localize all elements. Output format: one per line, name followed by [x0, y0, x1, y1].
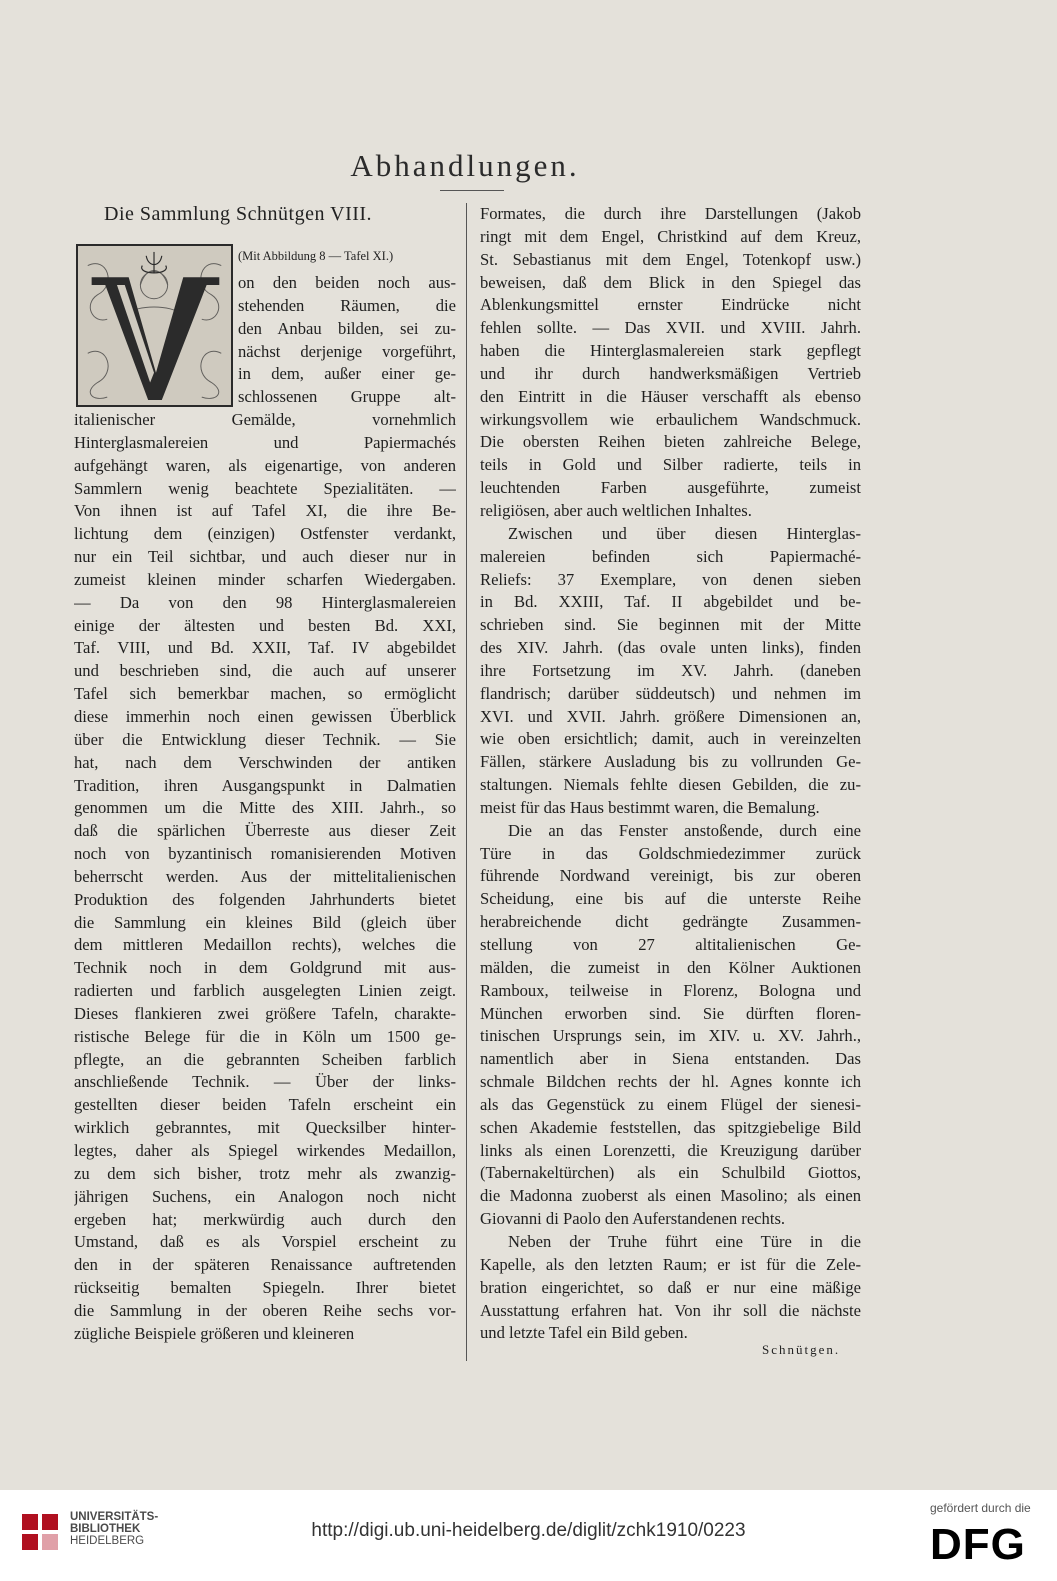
text-line: fehlen sollte. — Das XVII. und XVIII. Jahrh.: [480, 318, 861, 338]
dropcap-paragraph: [238, 272, 456, 409]
text-line: tinischen Ursprungs sein, im XIV. u. XV. Jahrh.,: [480, 1026, 861, 1046]
text-line: zügliche Beispiele größeren und kleineren: [74, 1323, 355, 1343]
text-line: staltungen. Niemals fehlte diesen Gebilden, die zu-: [480, 775, 861, 795]
text-line: italienischer Gemälde, vornehmlich: [74, 410, 456, 429]
library-name-line: HEIDELBERG: [70, 1535, 145, 1547]
text-line: Reliefs: 37 Exemplare, von denen sieben: [480, 569, 861, 589]
column-divider: [466, 203, 467, 1361]
text-line: bration eingerichtet, so daß er nur eine mäßige: [480, 1277, 861, 1297]
text-line: haben die Hinterglasmalereien stark gepflegt: [480, 341, 861, 361]
library-name-line: BIBLIOTHEK: [70, 1523, 141, 1535]
text-line: als das Gegenstück zu einem Flügel der sienesi-: [480, 1094, 861, 1114]
text-line: Giovanni di Paolo den Auferstandenen rechts.: [480, 1209, 786, 1229]
text-line: über die Entwicklung dieser Technik. — Sie: [74, 729, 456, 749]
text-line: (Tabernakeltürchen) als ein Schulbild Giottos,: [480, 1163, 861, 1183]
text-line: einige der ältesten und besten Bd. XXI,: [74, 615, 456, 635]
text-line: und beschrieben sind, die auch auf unserer: [74, 661, 456, 681]
figure-note: (Mit Abbildung 8 — Tafel XI.): [238, 249, 394, 263]
text-line: on den beiden noch aus-: [238, 273, 456, 292]
right-column: [480, 203, 861, 1345]
text-line: Neben der Truhe führt eine Türe in die: [508, 1231, 861, 1251]
text-line: XVI. und XVII. Jahrh. größere Dimensionen an,: [480, 706, 861, 726]
text-line: mälden, die zumeist in den Kölner Auktionen: [480, 957, 861, 977]
text-line: Technik noch in dem Goldgrund mit aus-: [74, 958, 456, 978]
text-line: diese immerhin noch einen gewissen Überblick: [74, 706, 456, 726]
text-line: Formates, die durch ihre Darstellungen (Jakob: [480, 204, 861, 223]
text-line: — Da von den 98 Hinterglasmalereien: [74, 592, 456, 612]
text-line: ristische Belege für die in Köln um 1500 ge-: [74, 1026, 456, 1046]
text-line: daß die spärlichen Überreste aus dieser Zeit: [74, 821, 456, 841]
text-line: lichtung dem (einzigen) Ostfenster verdankt,: [74, 524, 456, 544]
text-line: des XIV. Jahrh. (das ovale unten links), finden: [480, 638, 861, 658]
dropcap-v-ornament: [76, 244, 233, 407]
text-line: flandrisch; darüber süddeutsch) und nehmen im: [480, 683, 861, 703]
text-line: Ramboux, teilweise in Florenz, Bologna und: [480, 980, 861, 1000]
text-line: rückseitig bemalten Spiegeln. Ihrer bietet: [74, 1278, 456, 1298]
text-line: genommen um die Mitte des XIII. Jahrh., so: [74, 798, 456, 818]
text-line: Produktion des folgenden Jahrhunderts bietet: [74, 889, 456, 909]
text-line: schmale Bildchen rechts der hl. Agnes konnte ich: [480, 1072, 861, 1092]
text-line: führende Nordwand vereinigt, bis zur oberen: [480, 866, 861, 886]
author-signature: Schnütgen.: [762, 1342, 841, 1357]
text-line: Umstand, daß es als Vorspiel erscheint zu: [74, 1232, 456, 1252]
library-name-line: UNIVERSITÄTS-: [70, 1511, 159, 1523]
text-line: herabreichende dicht gedrängte Zusammen-: [480, 912, 861, 932]
text-line: die Madonna zuoberst als einen Masolino; als einen: [480, 1186, 861, 1206]
text-line: wirklich gebranntes, mit Quecksilber hinter-: [74, 1118, 456, 1138]
text-line: ihre Fortsetzung im XV. Jahrh. (daneben: [480, 660, 861, 680]
text-line: die Sammlung ein kleines Bild (gleich über: [74, 912, 456, 932]
text-line: Kapelle, als den letzten Raum; er ist für die Zele-: [480, 1254, 861, 1274]
text-line: wie oben ersichtlich; damit, auch in vereinzelten: [480, 729, 861, 749]
text-line: anschließende Technik. — Über der links-: [74, 1072, 456, 1092]
text-line: zu dem sich bisher, trotz mehr als zwanzig-: [74, 1163, 456, 1183]
text-line: schen Akademie feststellen, das spitzgiebelige Bild: [480, 1117, 861, 1137]
text-line: Tradition, ihren Ausgangspunkt in Dalmatien: [74, 775, 456, 795]
page-heading: Abhandlungen.: [350, 148, 580, 183]
text-line: Hinterglasmalereien und Papiermachés: [74, 432, 456, 452]
text-line: in dem, außer einer ge-: [238, 364, 456, 384]
text-line: noch von byzantinisch romanisierenden Motiven: [74, 844, 456, 864]
text-line: Dieses flankieren zwei größere Tafeln, charakte-: [74, 1003, 456, 1023]
text-line: Scheidung, eine bis auf die unterste Reihe: [480, 889, 861, 909]
text-line: und letzte Tafel ein Bild geben.: [480, 1323, 688, 1343]
text-line: in Bd. XXIII, Taf. II abgebildet und be-: [480, 592, 861, 612]
text-line: Die obersten Reihen bieten zahlreiche Belege,: [480, 432, 861, 452]
text-line: Sammlern wenig beachtete Spezialitäten. —: [74, 478, 456, 498]
text-line: aufgehängt waren, als eigenartige, von anderen: [74, 455, 456, 475]
article-title: Die Sammlung Schnütgen VIII.: [104, 203, 373, 225]
text-line: den in der späteren Renaissance auftretenden: [74, 1255, 456, 1275]
text-line: die Sammlung in der oberen Reihe sechs vor-: [74, 1300, 456, 1320]
text-line: schrieben sind. Sie beginnen mit der Mitte: [480, 615, 861, 635]
text-line: Türe in das Goldschmiedezimmer zurück: [480, 843, 861, 863]
text-line: legtes, daher als Spiegel wirkendes Medaillon,: [74, 1141, 456, 1160]
text-line: nur ein Teil sichtbar, und auch dieser nur in: [74, 547, 456, 567]
text-line: Ablenkungsmittel ernster Eindrücke nicht: [480, 295, 861, 315]
text-line: den Anbau bilden, sei zu-: [238, 318, 456, 338]
text-line: namentlich aber in Siena entstanden. Das: [480, 1049, 861, 1069]
text-line: teils in Gold und Silber radierte, teils in: [480, 455, 861, 475]
dfg-logo: DFG: [930, 1520, 1026, 1569]
text-line: dem mittleren Medaillon rechts), welches die: [74, 935, 456, 955]
text-line: pflegte, an die gebrannten Scheiben farblich: [74, 1049, 456, 1069]
text-line: wirkungsvollem wie erbaulichem Wandschmuck.: [480, 409, 861, 429]
text-line: Die an das Fenster anstoßende, durch eine: [508, 820, 861, 840]
text-line: leuchtenden Farben ausgeführte, zumeist: [480, 478, 861, 498]
text-line: jährigen Suchens, ein Analogon noch nicht: [74, 1186, 456, 1206]
text-line: gestellten dieser beiden Tafeln erscheint ein: [74, 1095, 456, 1115]
text-line: ergeben hat; merkwürdig auch durch den: [74, 1209, 456, 1229]
text-line: malereien befinden sich Papiermaché-: [480, 546, 861, 566]
sponsor-text: gefördert durch die: [930, 1501, 1031, 1515]
text-line: beweisen, daß dem Blick in den Spiegel das: [480, 272, 861, 292]
text-line: den Eintritt in die Häuser verschafft als ebenso: [480, 386, 861, 406]
text-line: Taf. VIII, und Bd. XXII, Taf. IV abgebildet: [74, 638, 456, 658]
permalink-url[interactable]: http://digi.ub.uni-heidelberg.de/diglit/zchk1910/0223: [311, 1520, 746, 1541]
text-line: stehenden Räumen, die: [238, 295, 456, 315]
text-line: Ausstattung erfahren hat. Von ihr soll die nächste: [480, 1300, 861, 1320]
text-line: Zwischen und über diesen Hinterglas-: [508, 523, 861, 543]
text-line: stellung von 27 altitalienischen Ge-: [480, 935, 861, 954]
text-line: zumeist kleinen minder scharfen Wiedergaben.: [74, 569, 456, 589]
left-column: [74, 409, 456, 1346]
text-line: Von ihnen ist auf Tafel XI, die ihre Be-: [74, 501, 456, 521]
text-line: radierten und farblich ausgelegten Linien zeigt.: [74, 981, 456, 1001]
text-line: religiösen, aber auch weltlichen Inhaltes.: [480, 500, 752, 520]
text-line: beherrscht werden. Aus der mittelitalienischen: [74, 866, 456, 886]
text-line: ringt mit dem Engel, Christkind auf dem Kreuz,: [480, 226, 861, 246]
text-line: St. Sebastianus mit dem Engel, Totenkopf usw.): [480, 249, 861, 269]
text-line: Tafel sich bemerkbar machen, so ermöglicht: [74, 684, 456, 704]
text-line: und ihr durch handwerksmäßigen Vertrieb: [480, 363, 861, 383]
text-line: schlossenen Gruppe alt-: [238, 387, 456, 407]
text-line: München erworben sind. Sie dürften floren-: [480, 1003, 861, 1023]
text-line: meist für das Haus bestimmt waren, die Bemalung.: [480, 797, 820, 817]
text-line: Fällen, stärkere Ausladung bis zu vollrunden Ge-: [480, 752, 861, 772]
text-line: nächst derjenige vorgeführt,: [238, 341, 456, 361]
heading-rule: [440, 190, 504, 191]
text-line: hat, nach dem Verschwinden der antiken: [74, 752, 456, 772]
text-line: links als einen Lorenzetti, die Kreuzigung darüber: [480, 1140, 861, 1160]
